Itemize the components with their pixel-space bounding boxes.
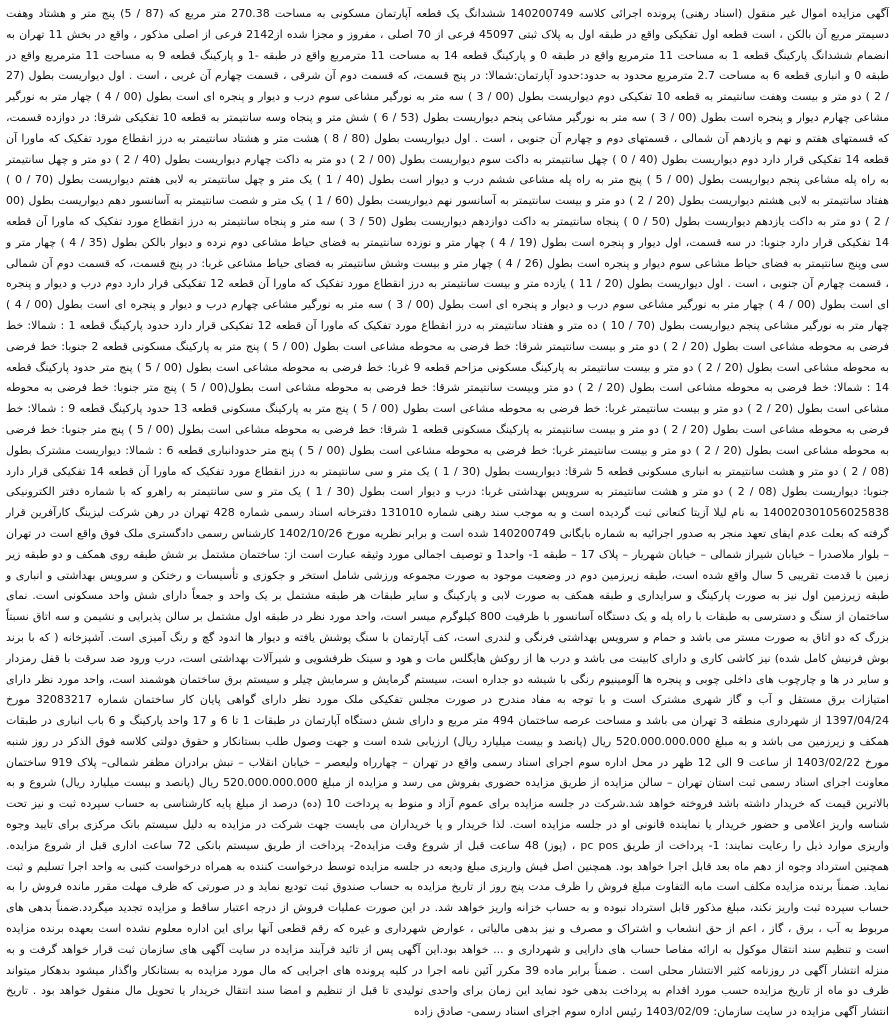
auction-notice-text: آگهی مزایده اموال غیر منقول (اسناد رهنی) پرونده اجرائی کلاسه 140200749 ششدانگ یک قطعه آپارتمان مسکونی به مساحت 270.38 متر مربع که (87 / 5) پنج متر و هشتاد وهفت دسیمتر مربع آن بالکن ، است قطعه اول تفکیکی واقع در طبقه اول به پلاک ثبتی 45097 فرعی از 70 اصلی ، مفروز و مجزا شده از2142 فرعی از اصلی مذکور ، واقع در بخش 11 تهران به انضمام ششدانگ پارکینگ قطعه 1 به مساحت 11 مترمربع واقع در طبقه 0 و پارکینگ قطعه 14 به مساحت 11 مترمربع واقع در طبقه -1 و پارکینگ قطعه 9 به مساحت 11 مترمربع واقع در طبقه 0 و انباری قطعه 6 به مساحت 2.7 مترمربع محدود به حدود:حدود آپارتمان:شمالا: در پنج قسمت، که قسمت دوم آن شرقی ، قسمت چهارم آن غربی ، است . اول دیواریست بطول (27 / 2 ) دو متر و بیست وهفت سانتیمتر به قطعه 10 تفکیکی دوم دیواریست بطول (00 / 3 ) سه متر به نورگیر مشاعی سوم درب و دیوار و پنجره ای است بطول (00 / 4 ) چهار متر به نورگیر مشاعی چهارم دیوار و پنجره است بطول (00 / 3 ) سه متر به نورگیر مشاعی پنجم دیواریست بطول (53 / 6 ) شش متر و پنجاه وسه سانتیمتر به قطعه 10 تفکیکی شرقا: در دوازده قسمت، که قسمتهای هفتم و نهم و یازدهم آن شمالی ، قسمتهای دوم و چهارم آن جنوبی ، است . اول دیواریست بطول (80 / 8 ) هشت متر و هشتاد سانتیمتر به درز انقطاع مورد تفکیک که ماورا آن قطعه 14 تفکیکی قرار دارد دوم دیواریست بطول (40 / 0 ) چهل سانتیمتر به داکت سوم دیواریست بطول (00 / 2 ) دو متر به داکت چهارم دیواریست بطول (40 / 2 ) دو متر و چهل سانتیمتر به راه پله مشاعی پنجم دیواریست بطول (00 / 5 ) پنج متر به راه پله مشاعی ششم درب و دیوار است بطول (40 / 1 ) یک متر و چهل سانتیمتر به لابی هفتم دیواریست بطول (70 / 0 ) هفتاد سانتیمتر به لابی هشتم دیواریست بطول (20 / 2 ) دو متر و بیست سانتیمتر به آسانسور نهم دیواریست بطول (60 / 1 ) یک متر و شصت سانتیمتر به آسانسور دهم دیواریست بطول (00 / 2 ) دو متر به داکت یازدهم دیواریست بطول (50 / 0 ) پنجاه سانتیمتر به داکت دوازدهم دیواریست بطول (50 / 3 ) سه متر و پنجاه سانتیمتر به درز انقطاع مورد تفکیک که ماورا آن قطعه 14 تفکیکی قرار دارد جنوبا: در سه قسمت، اول دیوار و پنجره است بطول (19 / 4 ) چهار متر و نوزده سانتیمتر به فضای حیاط مشاعی دوم نرده و دیوار بالکن بطول (35 / 4 ) چهار متر و سی وپنج سانتیمتر به فضای حیاط مشاعی سوم دیوار و پنجره است بطول (26 / 4 ) چهار متر و بیست وشش سانتیمتر به فضای حیاط مشاعی غربا: در پنج قسمت، که قسمت دوم آن شمالی ، قسمت چهارم آن جنوبی ، است . اول دیواریست بطول (20 / 11 ) یازده متر و بیست سانتیمتر به درز انقطاع مورد تفکیک که ماورا آن قطعه 12 تفکیکی قرار دارد دوم درب و دیوار و پنجره ای است بطول (00 / 4 ) چهار متر به نورگیر مشاعی سوم درب و دیوار و پنجره ای است بطول (00 / 3 ) سه متر به نورگیر مشاعی چهارم درب و دیوار و پنجره ای است بطول (00 / 4 ) چهار متر به نورگیر مشاعی پنجم دیواریست بطول (70 / 10 ) ده متر و هفتاد سانتیمتر به درز انقطاع مورد تفکیک که ماورا آن قطعه 12 تفکیکی قرار دارد حدود پارکینگ قطعه 1 : شمالا: خط فرضی به محوطه مشاعی است بطول (20 / 2 ) دو متر و بیست سانتیمتر شرقا: خط فرضی به محوطه مشاعی است بطول (00 / 5 ) پنج متر به پارکینگ مسکونی قطعه 2 جنوبا: خط فرضی به محوطه مشاعی است بطول (20 / 2 ) دو متر و بیست سانتیمتر به پارکینگ مسکونی مزاحم قطعه 9 غربا: خط فرضی به محوطه مشاعی است بطول (00 / 5 ) پنج متر حدود پارکینگ قطعه 14 : شمالا: خط فرضی به محوطه مشاعی است بطول (20 / 2 ) دو متر وبیست سانتیمتر شرقا: خط فرضی به محوطه مشاعی است بطول(00 / 5 ) پنج متر جنوبا: خط فرضی به محوطه مشاعی است بطول (20 / 2 ) دو متر و بیست سانتیمتر غربا: خط فرضی به محوطه مشاعی است بطول (00 / 5 ) پنج متر به پارکینگ مسکونی قطعه 13 حدود پارکینگ قطعه 9 : شمالا: خط فرضی به محوطه مشاعی است بطول (20 / 2 ) دو متر و بیست سانتیمتر به پارکینگ مسکونی قطعه 1 شرقا: خط فرضی به محوطه مشاعی است بطول (00 / 5 ) پنج متر جنوبا: خط فرضی به محوطه مشاعی است بطول (20 / 2 ) دو متر و بیست سانتیمتر غربا: خط فرضی به محوطه مشاعی است بطول (00 / 5 ) پنج متر حدودانباری قطعه 6 : شمالا: دیواریست مشترک بطول (08 / 2 ) دو متر و هشت سانتیمتر به انباری مسکونی قطعه 5 شرقا: دیواریست بطول (30 / 1 ) یک متر و سی سانتیمتر به درز انقطاع مورد تفکیک که ماورا آن قطعه 14 تفکیکی قرار دارد جنوبا: دیواریست بطول (08 / 2 ) دو متر و هشت سانتیمتر به سرویس بهداشتی غربا: درب و دیوار است بطول (30 / 1 ) یک متر و سی سانتیمتر به راهرو که با شماره دفتر الکترونیکی 140020301056025838 به نام لیلا آزیتا کنعانی ثبت گردیده است و به موجب سند رهنی شماره 131010 دفترخانه اسناد رسمی شماره 428 تهران در رهن شرکت لیزینگ کارآفرین قرار گرفته که بعلت عدم ایفای تعهد منجر به صدور اجرائیه به شماره بایگانی 140200749 شده است و برابر نظریه مورخ 1402/10/26 کارشناس رسمی دادگستری ملک فوق واقع است در تهران – بلوار ملاصدرا – خیابان شیراز شمالی – خیابان شهریار – پلاک 17 – طبقه 1- واحد1 و توصیف اجمالی مورد وثیقه عبارت است از: ساختمان مشتمل بر شش طبقه روی همکف و دو طبقه زیر زمین با قدمت تقریبی 5 سال واقع شده است، طبقه زیرزمین دوم در وضعیت موجود به صورت مجموعه ورزشی شامل استخر و جکوزی و تأسیسات و رختکن و سرویس بهداشتی و انباری و طبقه زیرزمین اول نیز به صورت پارکینگ و سرایداری و طبقه همکف به صورت لابی و پارکینگ و سایر طبقات هر طبقه مشتمل بر یک واحد و جمعاً دارای شش واحد مسکونی است. نمای ساختمان از سنگ و دسترسی به طبقات با راه پله و یک دستگاه آسانسور با ظرفیت 800 کیلوگرم میسر است، واحد مورد نظر در طبقه اول مشتمل بر سالن پذیرایی و نشیمن و سه اتاق نسبتاً بزرگ که دو اتاق به صورت مستر می باشد و حمام و سرویس بهداشتی فرنگی و لندری است، کف آپارتمان با سنگ پوشش یافته و دیوار ها اندود گچ و رنگ آمیزی است. آشپزخانه ( که با برند بوش فرنیش کامل شده) نیز کاشی کاری و دارای کابینت می باشد و درب ها از روکش هایگلس مات و هود و سینک ظرفشویی و شیرآلات بهداشتی است، درب ورود ضد سرقت با قفل رمزدار و سایر در ها و چارچوب های داخلی چوبی و پنجره ها آلومینیوم رنگی با شیشه دو جداره است، سیستم گرمایش و سرمایش چیلر و سیستم برق ساختمان هوشمند است، واحد مورد نظر دارای امتیازات برق مستقل و آب و گاز شهری مشترک است و با توجه به مفاد مندرج در صورت مجلس تفکیکی ملک مورد نظر دارای گواهی پایان کار ساختمان شماره 32083217 مورخ 1397/04/24 از شهرداری منطقه 3 تهران می باشد و مساحت عرصه ساختمان 494 متر مربع و دارای شش دستگاه آپارتمان در طبقات 1 تا 6 و 17 واحد پارکینگ و 6 باب انباری در طبقات همکف و زیرزمین می باشد و به مبلغ 520.000.000.000 ریال (پانصد و بیست میلیارد ریال) ارزیابی شده است و جهت وصول طلب بستانکار و حقوق دولتی کلاسه فوق الذکر در روز شنبه مورخ 1403/02/22 از ساعت 9 الی 12 ظهر در محل اداره سوم اجرای اسناد رسمی واقع در تهران – چهارراه ولیعصر – خیابان انقلاب – نبش برادران مظفر شمالی– پلاک 919 ساختمان معاونت اجرای اسناد رسمی ثبت استان تهران – سالن مزایده از طریق مزایده حضوری بفروش می رسد و مزایده از مبلغ 520.000.000.000 ریال (پانصد و بیست میلیارد ریال) شروع و به بالاترین قیمت که خریدار داشته باشد فروخته خواهد شد.شرکت در جلسه مزایده برای عموم آزاد و منوط به پرداخت 10 (ده) درصد از مبلغ پایه کارشناسی به حساب سپرده ثبت و نیز تحت شناسه واریز اعلامی و حضور خریدار یا نماینده قانونی او در جلسه مزایده است. لذا خریدار و یا خریداران می بایست جهت شرکت در مزایده به دلیل سیستم بانک مرکزی برای تایید وجوه واریزی موارد ذیل را رعایت نمایند: 1- پرداخت از طریق pc pos ، (پوز) 48 ساعت قبل از شروع وقت مزایده2- پرداخت از طریق سیستم بانکی 72 ساعت اداری قبل از شروع مزایده. همچنین استرداد وجوه از دهم ماه بعد قابل اجرا خواهد بود. همچنین اصل فیش واریزی مبلغ ودیعه در جلسه مزایده توسط درخواست کننده به همراه درخواست کتبی به واحد اجرا تسلیم و ثبت نماید. ضمناً برنده مزایده مکلف است مابه التفاوت مبلغ فروش را ظرف مدت پنج روز از تاریخ مزایده به حساب صندوق ثبت تودیع نماید و در صورتی که ظرف مهلت مقرر مانده فروش را به حساب سپرده ثبت واریز نکند، مبلغ مذکور قابل استرداد نبوده و به حساب خزانه واریز خواهد شد. در این صورت عملیات فروش از درجه اعتبار ساقط و مزایده تجدید میگردد.ضمناً بدهی های مربوط به آب ، برق ، گاز ، اعم از حق انشعاب و اشتراک و مصرف و نیز بدهی مالیاتی ، عوارض شهرداری و غیره که رقم قطعی آنها برای این اداره معلوم نشده است بعهده برنده مزایده است و تنظیم سند انتقال موکول به ارائه مفاصا حساب های دارایی و شهرداری و ... خواهد بود.این آگهی پس از تائید فرآیند مزایده در سایت آگهی های سازمان ثبت قرار خواهد گرفت و به منزله انتشار آگهی در روزنامه کثیر الانتشار محلی است . ضمناً برابر ماده 39 مکرر آئین نامه اجرا در کلیه پرونده های اجرایی که مال مورد مزایده به بستانکار واگذار میشود بدهکار میتواند ظرف دو ماه از تاریخ مزایده حسب مورد اقدام به پرداخت بدهی خود نماید این زمان برای واحدی تولیدی تا قبل از تنظیم و امضا سند انتقال خریدار یا تحویل مال منقول خواهد بود . تاریخ انتشار آگهی مزایده در سایت سازمان: 1403/02/09 رئیس اداره سوم اجرای اسناد رسمی- صادق زاده: [6, 7, 890, 1019]
